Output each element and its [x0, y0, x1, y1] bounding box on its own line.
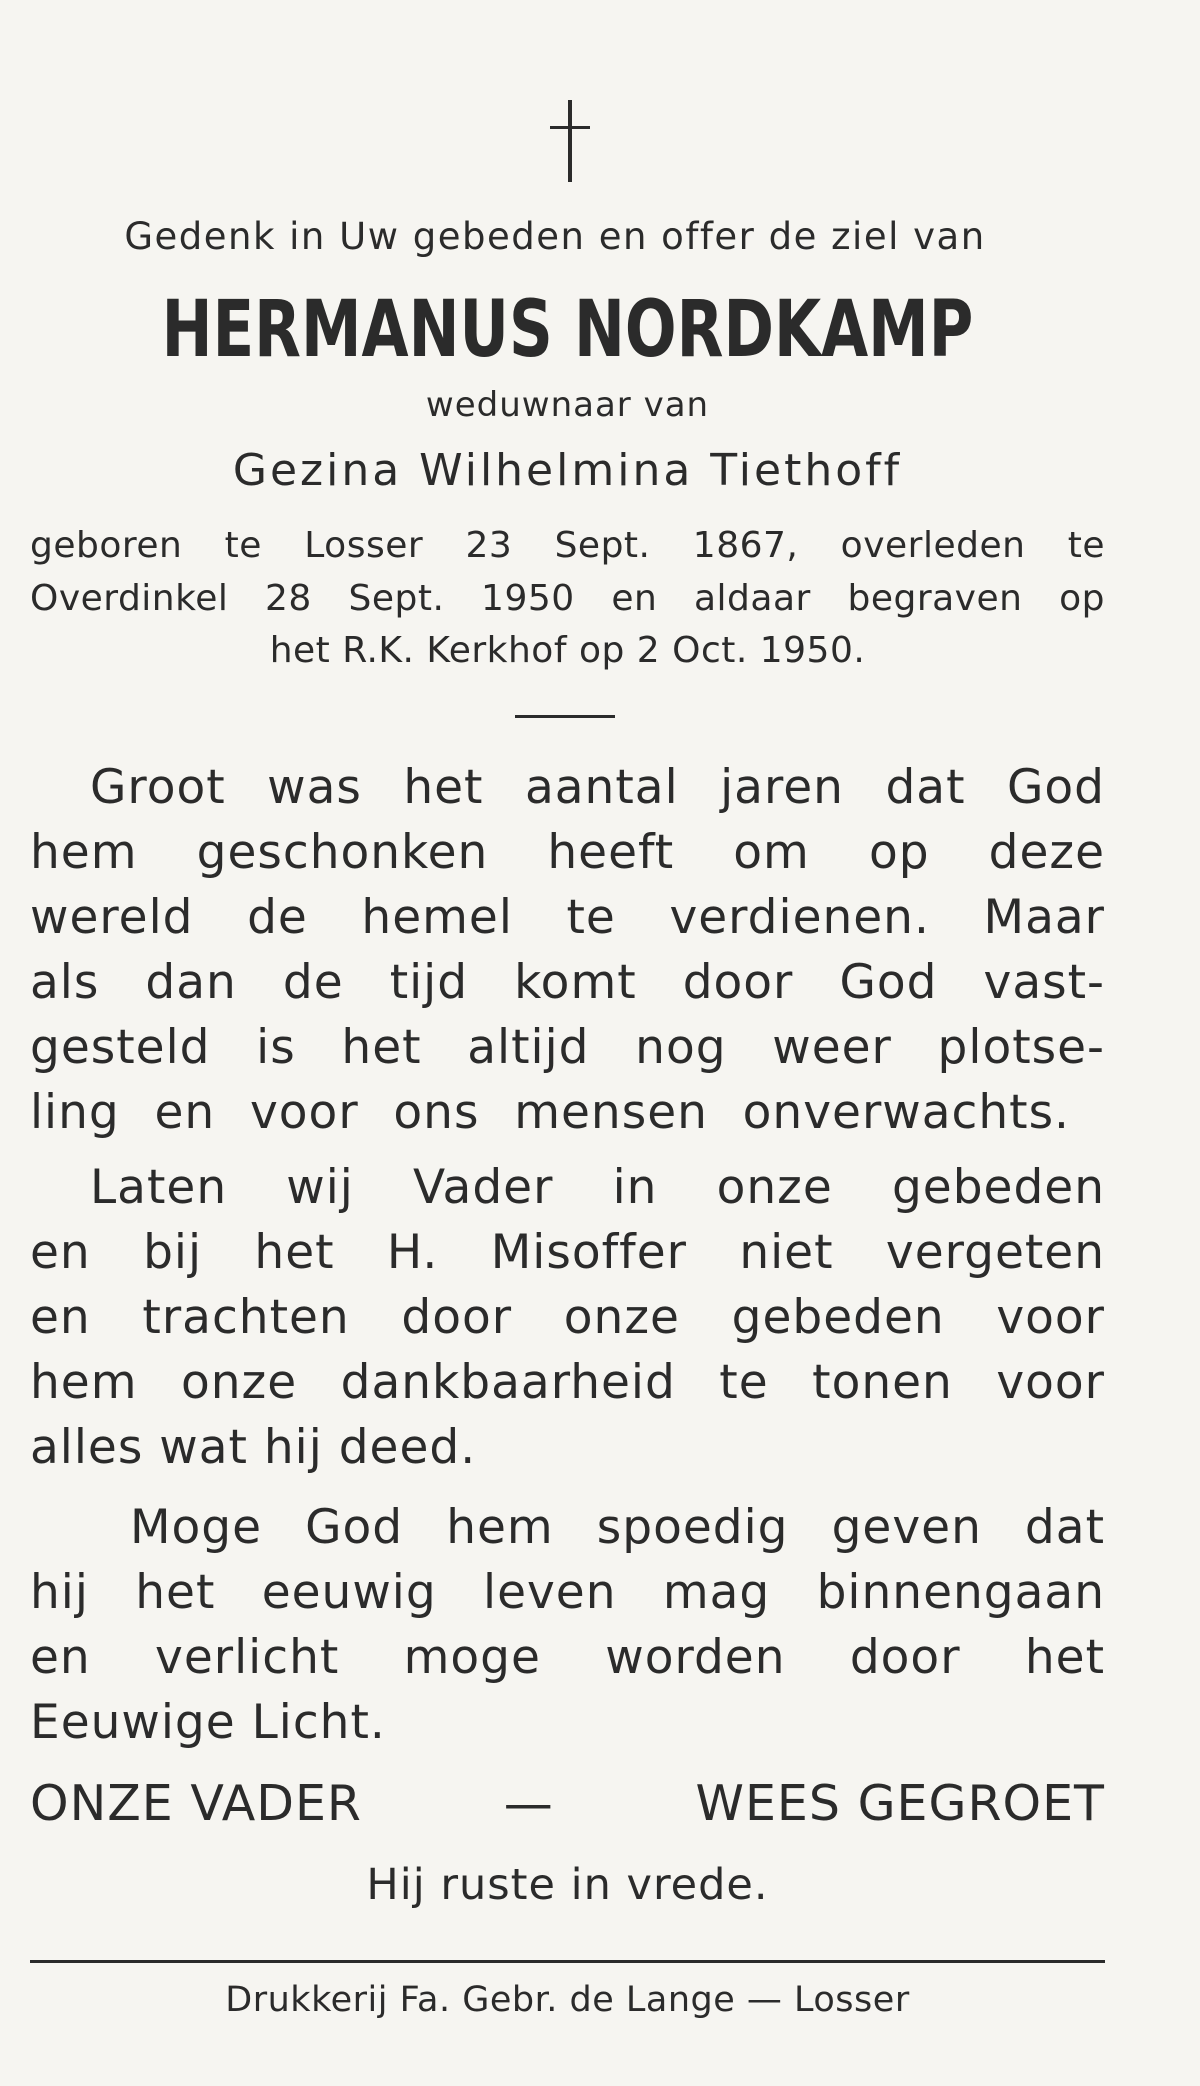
- footer-rule: [30, 1960, 1105, 1963]
- paragraph-3-line: en verlicht moge worden door het: [30, 1630, 1105, 1685]
- paragraph-2-line: en trachten door onze gebeden voor: [30, 1290, 1105, 1345]
- paragraph-1-line: gesteld is het altijd nog weer plotse-: [30, 1020, 1105, 1075]
- paragraph-2-line: alles wat hij deed.: [30, 1420, 477, 1475]
- paragraph-1-line: als dan de tijd komt door God vast-: [30, 955, 1105, 1010]
- details-line: het R.K. Kerkhof op 2 Oct. 1950.: [269, 630, 866, 671]
- paragraph-3-line: hij het eeuwig leven mag binnengaan: [30, 1565, 1105, 1620]
- intro-line: Gedenk in Uw gebeden en offer de ziel van: [124, 215, 986, 258]
- deceased-name: HERMANUS NORDKAMP: [161, 285, 974, 375]
- paragraph-1-line: Groot was het aantal jaren dat God: [90, 760, 1105, 815]
- paragraph-2-line: en bij het H. Misoffer niet vergeten: [30, 1225, 1105, 1280]
- paragraph-1-line: hem geschonken heeft om op deze: [30, 825, 1105, 880]
- paragraph-3-line: Eeuwige Licht.: [30, 1695, 386, 1750]
- paragraph-2-line: hem onze dankbaarheid te tonen voor: [30, 1355, 1105, 1410]
- details-line: Overdinkel 28 Sept. 1950 en aldaar begraven op: [30, 578, 1105, 619]
- divider-dash: [515, 715, 615, 718]
- prayer-our-father: ONZE VADER: [30, 1775, 362, 1832]
- paragraph-1-line: ling en voor ons mensen onverwachts.: [30, 1085, 1070, 1140]
- details-line: geboren te Losser 23 Sept. 1867, overleden te: [30, 525, 1105, 566]
- cross-icon: [550, 100, 590, 182]
- paragraph-2-line: Laten wij Vader in onze gebeden: [90, 1160, 1105, 1215]
- spouse-name: Gezina Wilhelmina Tiethoff: [232, 445, 903, 496]
- rest-in-peace: Hij ruste in vrede.: [366, 1860, 769, 1910]
- prayer-dash: —: [503, 1775, 554, 1832]
- paragraph-1-line: wereld de hemel te verdienen. Maar: [30, 890, 1105, 945]
- printer-credit: Drukkerij Fa. Gebr. de Lange — Losser: [225, 1980, 910, 2020]
- widower-of-line: weduwnaar van: [425, 385, 710, 425]
- prayers-line: [30, 1775, 1105, 1832]
- prayer-hail-mary: WEES GEGROET: [695, 1775, 1105, 1832]
- paragraph-3-line: Moge God hem spoedig geven dat: [130, 1500, 1105, 1555]
